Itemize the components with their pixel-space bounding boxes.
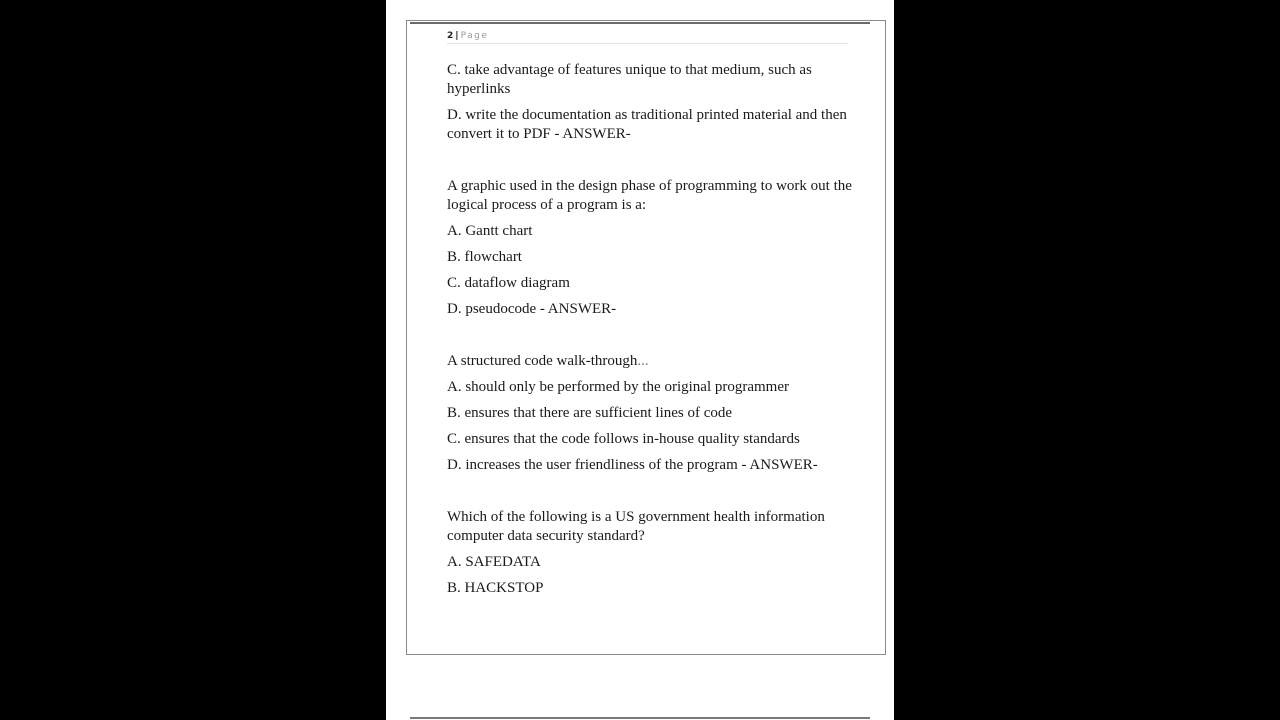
question-main: A structured code walk-through: [447, 353, 638, 369]
question-text: [447, 352, 852, 371]
question-block: [447, 508, 852, 598]
option-c: C. take advantage of features unique to that medium, such as hyperlinks: [447, 62, 812, 97]
option-b: B. ensures that there are sufficient lines of code: [447, 405, 733, 421]
spacer: [447, 482, 852, 508]
option-d: D. increases the user friendliness of the program - ANSWER-: [447, 457, 818, 473]
header-separator: |: [455, 31, 459, 41]
option-a: A. Gantt chart: [447, 223, 533, 239]
option-b: B. HACKSTOP: [447, 580, 544, 596]
question-block: [447, 352, 852, 475]
option-d: D. write the documentation as traditional printed material and then convert it to PDF - ANSWER-: [447, 107, 847, 142]
page-label: Page: [460, 31, 489, 41]
option-b: B. flowchart: [447, 249, 522, 265]
question-ellipsis: ...: [637, 353, 649, 369]
spacer: [447, 326, 852, 352]
page-header: [447, 31, 848, 44]
header-rule: [410, 22, 870, 24]
option-a: A. should only be performed by the original programmer: [447, 379, 789, 395]
question-text: A graphic used in the design phase of programming to work out the logical process of a program is a:: [447, 178, 852, 213]
page-number: 2: [447, 31, 454, 41]
question-block: [447, 177, 852, 319]
document-page: [386, 0, 894, 720]
question-text: Which of the following is a US government health information computer data security standard?: [447, 509, 825, 544]
option-c: C. ensures that the code follows in-house quality standards: [447, 431, 800, 447]
option-c: C. dataflow diagram: [447, 275, 570, 291]
page-content: [447, 61, 852, 605]
option-d: D. pseudocode - ANSWER-: [447, 301, 617, 317]
spacer: [447, 151, 852, 177]
option-a: A. SAFEDATA: [447, 554, 541, 570]
next-page-header-rule: [410, 717, 870, 719]
question-block-continued: [447, 61, 852, 144]
